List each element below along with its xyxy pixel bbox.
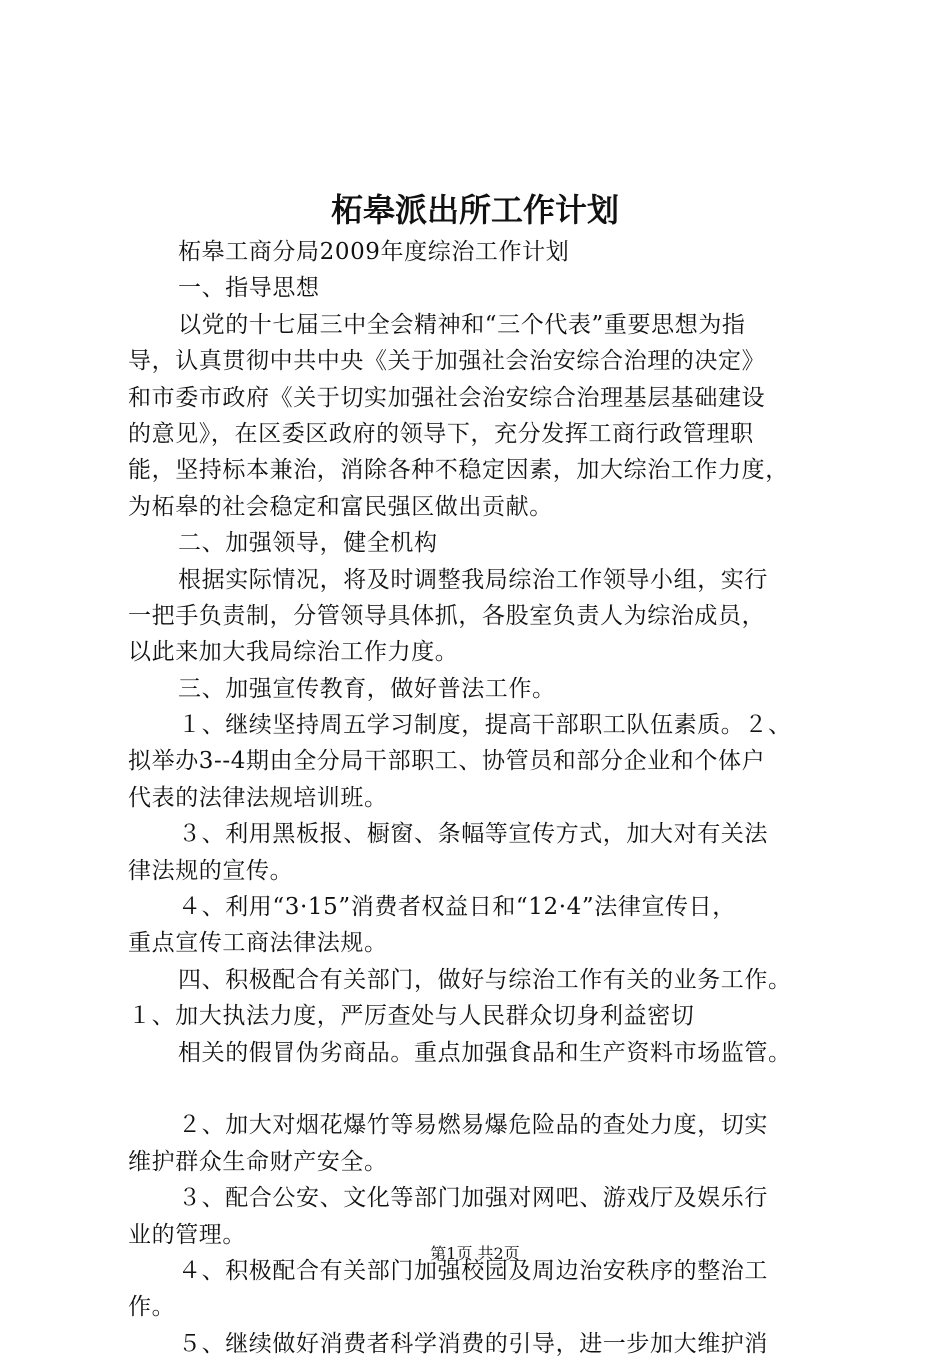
text-line: 代表的法律法规培训班。 bbox=[128, 784, 388, 811]
text-line: １、加大执法力度，严厉查处与人民群众切身利益密切 bbox=[128, 1003, 695, 1030]
text-line: 能，坚持标本兼治，消除各种不稳定因素，加大综治工作力度， bbox=[128, 457, 789, 484]
text-line: 拟举办3--4期由全分局干部职工、协管员和部分企业和个体户 bbox=[128, 748, 766, 775]
text-line: 二、加强领导，健全机构 bbox=[178, 530, 438, 557]
text-line: 导，认真贯彻中共中央《关于加强社会治安综合治理的决定》 bbox=[128, 348, 766, 375]
text-line: 业的管理。 bbox=[128, 1221, 246, 1248]
text-line: 的意见》，在区委区政府的领导下，充分发挥工商行政管理职 bbox=[128, 420, 754, 447]
text-line: 根据实际情况，将及时调整我局综治工作领导小组，实行 bbox=[178, 566, 768, 593]
text-line: 以党的十七届三中全会精神和“三个代表”重要思想为指 bbox=[178, 311, 746, 338]
text-line: 维护群众生命财产安全。 bbox=[128, 1148, 388, 1175]
text-line: １、继续坚持周五学习制度，提高干部职工队伍素质。２、 bbox=[178, 712, 792, 739]
text-line: 和市委市政府《关于切实加强社会治安综合治理基层基础建设 bbox=[128, 384, 766, 411]
text-line: ４、积极配合有关部门加强校园及周边治安秩序的整治工 bbox=[178, 1257, 768, 1284]
text-line: 以此来加大我局综治工作力度。 bbox=[128, 639, 459, 666]
text-line: ３、利用黑板报、橱窗、条幅等宣传方式，加大对有关法 bbox=[178, 821, 768, 848]
text-line: 四、积极配合有关部门，做好与综治工作有关的业务工作。 bbox=[178, 966, 792, 993]
text-line: 为柘皋的社会稳定和富民强区做出贡献。 bbox=[128, 493, 553, 520]
text-line: 一把手负责制，分管领导具体抓，各股室负责人为综治成员， bbox=[128, 602, 766, 629]
document-body bbox=[128, 234, 840, 1362]
page-footer: 第1页 共2页 bbox=[430, 1244, 520, 1263]
text-line bbox=[128, 1071, 840, 1107]
text-line: 作。 bbox=[128, 1294, 176, 1321]
text-line: 律法规的宣传。 bbox=[128, 857, 294, 884]
text-line: 三、加强宣传教育，做好普法工作。 bbox=[178, 675, 556, 702]
text-line: 柘皋工商分局2009年度综治工作计划 bbox=[178, 239, 570, 265]
text-line: ３、配合公安、文化等部门加强对网吧、游戏厅及娱乐行 bbox=[178, 1185, 768, 1212]
text-line: ２、加大对烟花爆竹等易燃易爆危险品的查处力度，切实 bbox=[178, 1112, 768, 1139]
document-title: 柘皋派出所工作计划 bbox=[330, 191, 619, 229]
text-line: ４、利用“3·15”消费者权益日和“12·4”法律宣传日， bbox=[178, 894, 736, 921]
text-line: ５、继续做好消费者科学消费的引导，进一步加大维护消 bbox=[178, 1330, 768, 1357]
text-line: 重点宣传工商法律法规。 bbox=[128, 930, 388, 957]
text-line: 一、指导思想 bbox=[178, 275, 320, 302]
text-line: 相关的假冒伪劣商品。重点加强食品和生产资料市场监管。 bbox=[178, 1039, 792, 1066]
